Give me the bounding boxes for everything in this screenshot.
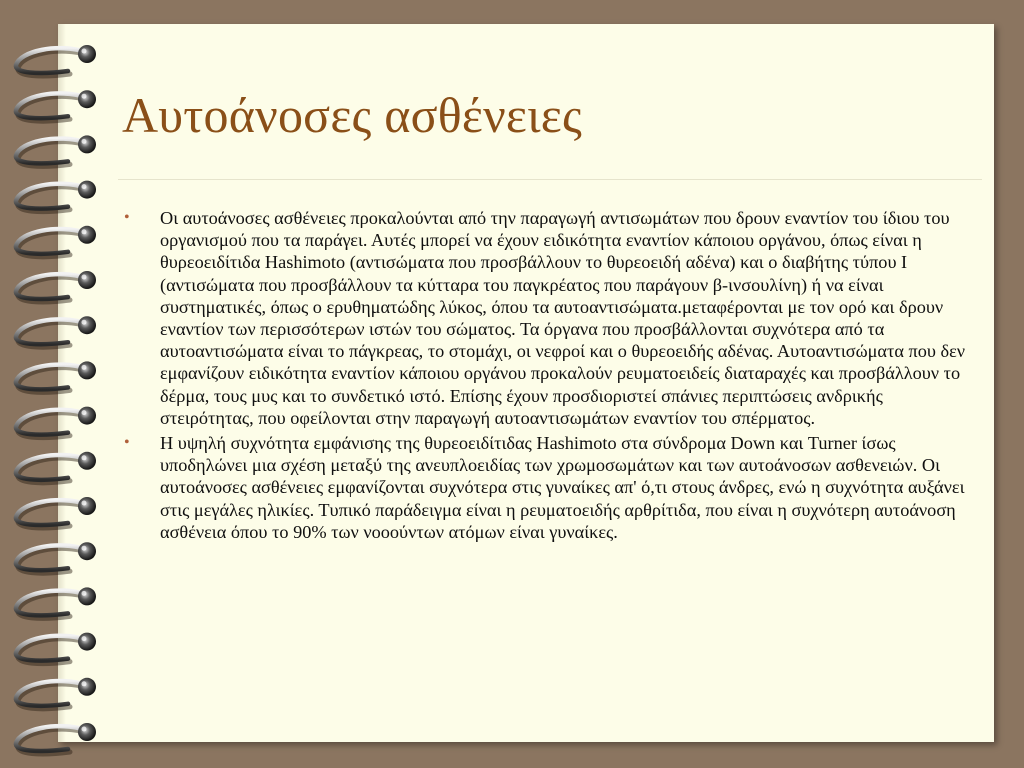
spiral-ring-icon — [16, 361, 96, 392]
spiral-ring-icon — [16, 407, 96, 438]
spiral-ring-icon — [16, 587, 96, 618]
spiral-ring-icon — [16, 633, 96, 664]
bullet-icon: • — [124, 434, 130, 452]
bullet-list — [122, 207, 978, 546]
spiral-ring-icon — [16, 226, 96, 257]
spiral-ring-icon — [16, 271, 96, 302]
slide-title: Αυτοάνοσες ασθένειες — [122, 87, 582, 143]
spiral-ring-icon — [16, 452, 96, 483]
bullet-icon: • — [124, 209, 130, 226]
spiral-ring-icon — [16, 90, 96, 121]
spiral-ring-icon — [16, 497, 96, 528]
notebook-spiral-binding — [0, 0, 110, 768]
bullet-item — [122, 207, 978, 429]
bullet-item — [122, 432, 978, 543]
spiral-ring-icon — [16, 45, 96, 76]
spiral-ring-icon — [16, 678, 96, 709]
spiral-ring-icon — [16, 316, 96, 347]
spiral-ring-icon — [16, 135, 96, 166]
spiral-ring-icon — [16, 542, 96, 573]
title-divider — [118, 179, 982, 180]
bullet-text: Οι αυτοάνοσες ασθένειες προκαλούνται από την παραγωγή αντισωμάτων που δρουν εναντίον του ίδιου του οργανισμού που τα παράγει. Αυτές μπορεί να έχουν ειδικότητα εναντίον κάποιου οργάνου, όπως είναι η θυρεοειδίτιδα Hashimoto (αντισώματα που προσβάλλουν το θυρεοειδή αδένα) και ο διαβήτης τύπου I (αντισώματα που προσβάλλουν τα κύτταρα του παγκρέατος που παράγουν β-ινσουλίνη) ή να είναι συστηματικές, όπως ο ερυθηματώδης λύκος, όπου τα αυτοαντισώματα.μεταφέρονται με τον ορό και δρουν εναντίον των περισσότερων ιστών του σώματος. Τα όργανα που προσβάλλονται συχνότερα από τα αυτοαντισώματα είναι το πάγκρεας, το στομάχι, οι νεφροί και ο θυρεοειδής αδένας. Αυτοαντισώματα που δεν εμφανίζουν ειδικότητα εναντίον κάποιου οργάνου προκαλούν ρευματοειδείς διαταραχές και προσβάλλουν το δέρμα, τους μυς και το συνδετικό ιστό. Επίσης έχουν προσδιοριστεί σπάνιες περιπτώσεις ανδρικής στειρότητας, που οφείλονται στην παραγωγή αυτοαντισωμάτων εναντίον του σπέρματος. — [160, 208, 966, 428]
spiral-ring-icon — [16, 723, 96, 754]
bullet-text: Η υψηλή συχνότητα εμφάνισης της θυρεοειδίτιδας Hashimoto στα σύνδρομα Down και Turner ίσως υποδηλώνει μια σχέση μεταξύ της ανευπλοειδίας των χρωμοσωμάτων και των αυτοάνοσων ασθενειών. Οι αυτοάνοσες ασθένειες εμφανίζονται συχνότερα στις γυναίκες απ' ό,τι στους άνδρες, ενώ η συχνότητα αυξάνει στις μεγάλες ηλικίες. Τυπικό παράδειγμα είναι η ρευματοειδής αρθρίτιδα, που είναι η συχνότερη αυτοάνοση ασθένεια όπου το 90% των νοοούντων ατόμων είναι γυναίκες. — [160, 433, 965, 542]
spiral-ring-icon — [16, 181, 96, 212]
